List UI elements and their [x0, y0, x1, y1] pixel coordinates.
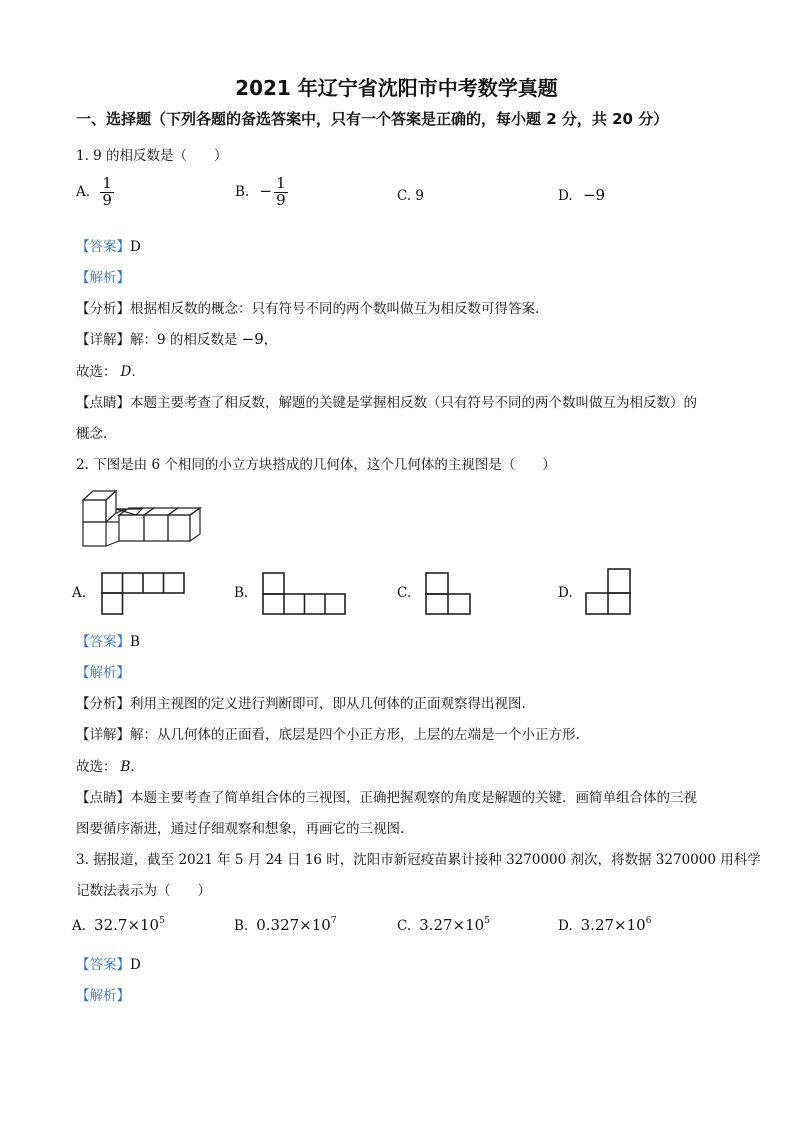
q3-option-d-base: 3.27×10: [580, 916, 646, 934]
q1-option-d: [558, 186, 605, 204]
q2-option-c-label: C.: [397, 585, 412, 601]
q2-option-d-figure: [585, 568, 633, 616]
q3-answer: [76, 953, 141, 973]
q1-answer-value: D: [130, 239, 141, 255]
q3-option-c-label: C.: [397, 918, 412, 934]
q1-jiexi: 【解析】: [76, 270, 130, 286]
q3-stem: 3. 据报道，截至 2021 年 5 月 24 日 16 时，沈阳市新冠疫苗累计接种 3270000 剂次，将数据 3270000 用科学: [76, 852, 761, 868]
q1-option-b: [235, 176, 288, 209]
q1-option-a-numerator: 1: [102, 174, 112, 192]
q2-answer-value: B: [130, 634, 140, 650]
q1-answer: [76, 235, 141, 255]
q3-option-c: [397, 916, 490, 934]
q3-option-b-base: 0.327×10: [256, 916, 331, 934]
q1-dianjing-tag: 【点睛】: [76, 395, 130, 411]
q2-option-b-label: B.: [234, 585, 249, 601]
q1-fenxi: [76, 297, 539, 317]
q2-guxuan-label: 故选：: [76, 759, 117, 775]
q3-stem-cont: 记数法表示为（ ）: [76, 883, 211, 899]
q1-option-b-sign: −: [259, 181, 273, 200]
q1-option-a-label: A.: [76, 183, 91, 200]
q2-xiangjie-text: 解：从几何体的正面看，底层是四个小正方形，上层的左端是一个小正方形.: [130, 727, 580, 743]
q2-option-b-figure: [262, 572, 348, 616]
q2-option-c-figure: [425, 572, 473, 616]
q2-xiangjie-tag: 【详解】: [76, 727, 130, 743]
q1-option-d-value: −9: [582, 186, 606, 204]
q1-guxuan-label: 故选：: [76, 364, 117, 380]
q1-guxuan-punct: .: [131, 364, 136, 380]
q1-xiangjie-value: −9: [241, 330, 264, 348]
q2-solid-figure: [80, 486, 205, 551]
q3-answer-value: D: [130, 957, 141, 973]
q3-option-a: [72, 916, 165, 934]
q2-xiangjie: [76, 723, 580, 743]
q1-xiangjie-tag: 【详解】: [76, 332, 130, 348]
q1-fenxi-text: 根据相反数的概念：只有符号不同的两个数叫做互为相反数可得答案.: [130, 301, 540, 317]
q2-dianjing-tag: 【点睛】: [76, 790, 130, 806]
q3-option-a-exponent: 5: [159, 916, 165, 926]
q3-option-a-base: 32.7×10: [94, 916, 160, 934]
page-title: 2021 年辽宁省沈阳市中考数学真题: [235, 76, 558, 100]
q2-answer-tag: 【答案】: [76, 634, 130, 650]
q3-jiexi: 【解析】: [76, 988, 130, 1004]
q3-option-b: [234, 916, 337, 934]
q2-dianjing: [76, 786, 697, 806]
q1-dianjing-cont: 概念.: [76, 426, 108, 442]
q3-option-d-label: D.: [558, 918, 573, 934]
section-heading: 一、选择题（下列各题的备选答案中，只有一个答案是正确的，每小题 2 分，共 20 分）: [76, 110, 669, 128]
q1-option-b-denominator: 9: [276, 190, 286, 209]
q3-option-d: [558, 916, 651, 934]
q1-option-a-denominator: 9: [102, 190, 112, 209]
q1-guxuan-value: D: [120, 364, 132, 380]
q2-jiexi: 【解析】: [76, 665, 130, 681]
q1-answer-tag: 【答案】: [76, 239, 130, 255]
q1-dianjing-text: 本题主要考查了相反数，解题的关键是掌握相反数（只有符号不同的两个数叫做互为相反数）的: [130, 395, 697, 411]
q2-stem: 2. 下图是由 6 个相同的小立方块搭成的几何体，这个几何体的主视图是（ ）: [76, 457, 556, 473]
q2-fenxi: [76, 692, 526, 712]
q2-option-a-label: A.: [72, 585, 87, 601]
q1-fenxi-tag: 【分析】: [76, 301, 130, 317]
q2-dianjing-text: 本题主要考查了简单组合体的三视图，正确把握观察的角度是解题的关键．画简单组合体的三视: [130, 790, 697, 806]
q1-stem: 1. 9 的相反数是（ ）: [76, 148, 228, 164]
q2-option-a-figure: [101, 572, 187, 616]
q1-xiangjie: [76, 328, 277, 348]
q1-option-d-label: D.: [558, 188, 573, 204]
q2-guxuan-value: B: [120, 759, 131, 775]
q3-option-a-label: A.: [72, 918, 87, 934]
q1-option-b-fraction: [274, 176, 288, 209]
q1-option-c: C. 9: [397, 188, 425, 204]
q1-option-a-fraction: [100, 176, 114, 209]
q3-option-b-exponent: 7: [330, 916, 337, 926]
q1-guxuan: [76, 360, 136, 380]
q1-option-b-label: B.: [235, 183, 250, 200]
q2-fenxi-tag: 【分析】: [76, 696, 130, 712]
q3-option-c-base: 3.27×10: [419, 916, 485, 934]
q1-dianjing: [76, 391, 697, 411]
q1-option-b-numerator: 1: [276, 174, 286, 192]
q2-fenxi-text: 利用主视图的定义进行判断即可，即从几何体的正面观察得出视图.: [130, 696, 526, 712]
q2-dianjing-cont: 图要循序渐进，通过仔细观察和想象，再画它的三视图.: [76, 821, 405, 837]
q1-xiangjie-punct: ，: [263, 332, 278, 348]
q2-guxuan: [76, 755, 135, 775]
q1-option-a: [76, 176, 114, 209]
q2-option-d-label: D.: [558, 585, 573, 601]
q2-guxuan-punct: .: [130, 759, 135, 775]
q3-option-d-exponent: 6: [645, 916, 652, 926]
q3-answer-tag: 【答案】: [76, 957, 130, 973]
q3-option-c-exponent: 5: [484, 916, 490, 926]
q3-option-b-label: B.: [234, 918, 249, 934]
q1-xiangjie-text: 解：9 的相反数是: [130, 332, 242, 348]
q2-answer: [76, 630, 140, 650]
